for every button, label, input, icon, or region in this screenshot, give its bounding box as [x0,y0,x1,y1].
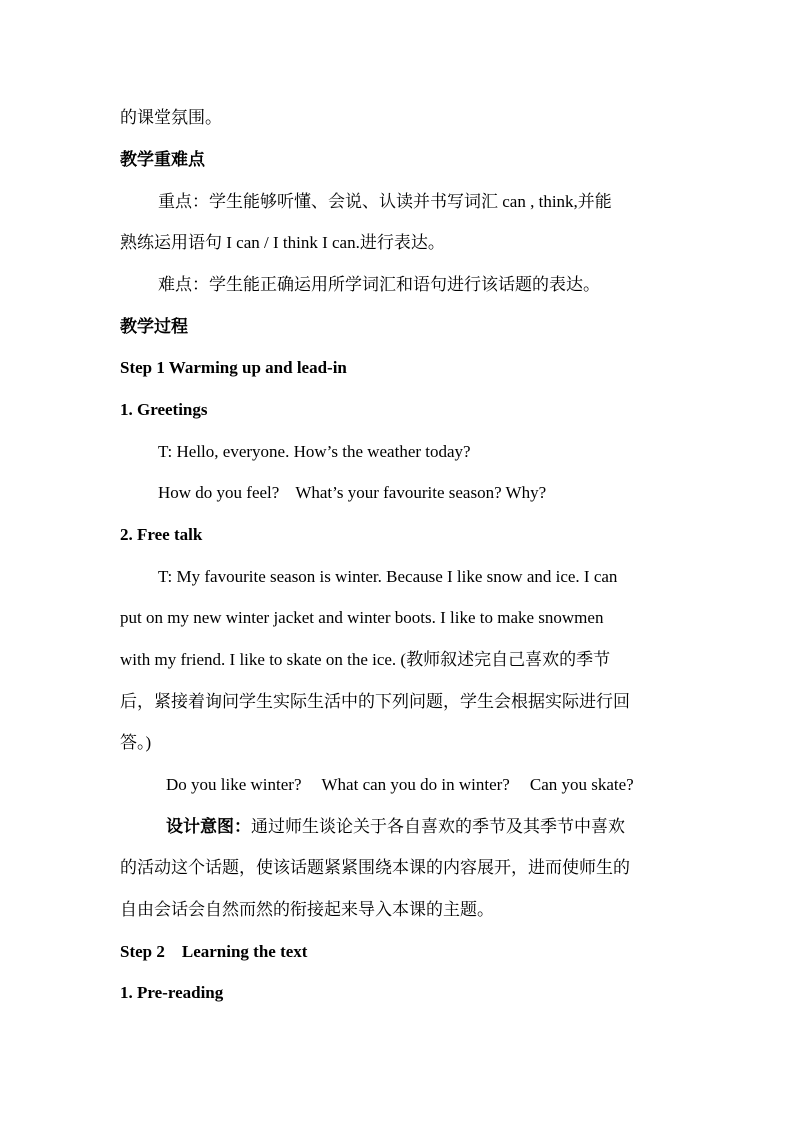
difficult-point-text: 难点：学生能正确运用所学词汇和语句进行该话题的表达。 [158,275,600,294]
winter-questions-line [166,773,676,797]
design-intent-line-2: 的活动这个话题，使该话题紧紧围绕本课的内容展开，进而使师生的 [120,858,630,877]
free-talk-line-1: T: My favourite season is winter. Because I like snow and ice. I can [158,567,618,586]
design-intent-text-1: 通过师生谈论关于各自喜欢的季节及其季节中喜欢 [251,817,625,836]
greetings-questions-line [158,481,676,505]
greetings-question-feel: How do you feel? [158,483,280,502]
greetings-line-1: T: Hello, everyone. How’s the weather today? [158,442,471,461]
free-talk-line-4: 后，紧接着询问学生实际生活中的下列问题，学生会根据实际进行回 [120,692,630,711]
process-heading: 教学过程 [120,317,188,336]
design-intent-line-1 [166,815,676,839]
step2-heading: Step 2 Learning the text [120,942,308,961]
free-talk-line-3: with my friend. I like to skate on the ice. (教师叙述完自己喜欢的季节 [120,650,611,669]
design-intent-line-3: 自由会话会自然而然的衔接起来导入本课的主题。 [120,900,494,919]
intro-tail-text: 的课堂氛围。 [120,108,222,127]
prereading-heading: 1. Pre-reading [120,983,224,1002]
question-can-skate: Can you skate? [529,775,634,794]
greetings-heading: 1. Greetings [120,400,208,419]
free-talk-line-2: put on my new winter jacket and winter boots. I like to make snowmen [120,608,604,627]
step1-heading: Step 1 Warming up and lead-in [120,358,347,377]
key-points-heading: 教学重难点 [120,150,205,169]
design-intent-label: 设计意图： [166,817,251,836]
greetings-question-season: What’s your favourite season? Why? [295,483,547,502]
key-point-line-2: 熟练运用语句 I can / I think I can.进行表达。 [120,233,445,252]
key-point-line-1: 重点：学生能够听懂、会说、认读并书写词汇 can , think,并能 [158,192,612,211]
question-like-winter: Do you like winter? [166,775,302,794]
free-talk-line-5: 答。) [120,733,152,752]
free-talk-heading: 2. Free talk [120,525,203,544]
question-do-in-winter: What can you do in winter? [321,775,510,794]
